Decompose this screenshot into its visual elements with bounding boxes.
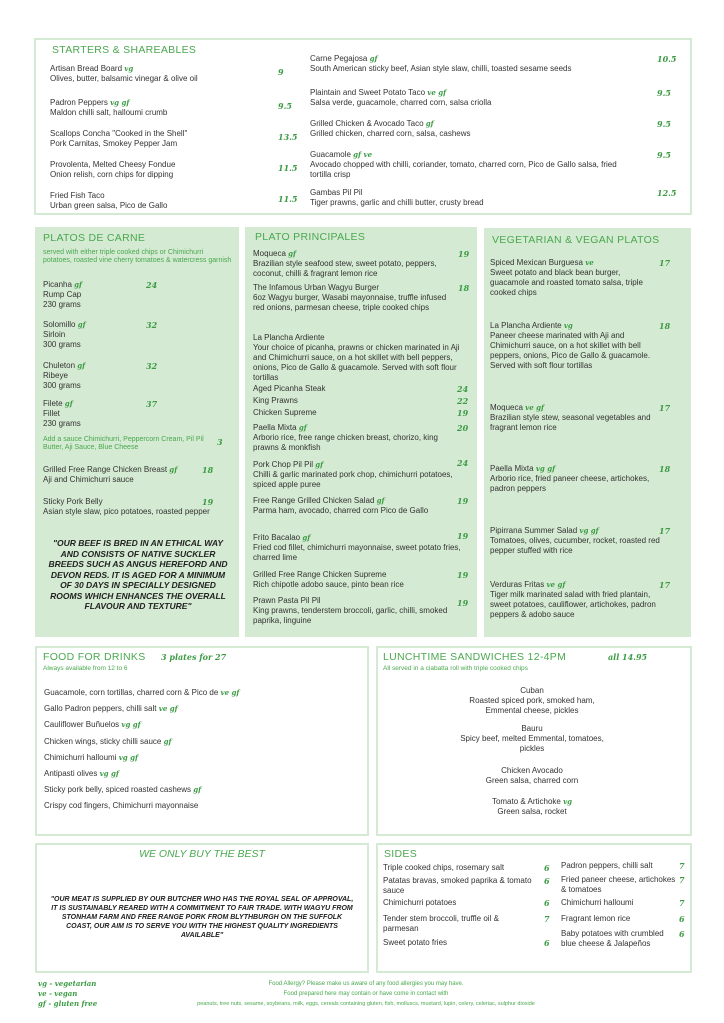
plancha-option: Aged Picanha Steak [253, 384, 326, 393]
item-price: 7 [679, 875, 685, 885]
carne-pork [43, 497, 218, 517]
item-desc: Arborio rice, fried paneer cheese, artichokes, padron peppers [490, 474, 650, 493]
best-title: WE ONLY BUY THE BEST [139, 848, 265, 860]
item-name: Moqueca [490, 403, 523, 412]
menu-item [253, 249, 458, 279]
menu-item [44, 688, 364, 698]
item-desc: Brazilian style seafood stew, sweet potato, peppers, coconut, chilli & fragrant lemon rice [253, 259, 437, 278]
steak-item [43, 399, 143, 429]
menu-item [253, 533, 463, 563]
menu-item [310, 88, 640, 108]
item-price: 12.5 [657, 188, 677, 198]
item-price: 11.5 [278, 194, 298, 204]
item-desc: King prawns, tenderstem broccoli, garlic, chilli, smoked paprika, linguine [253, 606, 448, 625]
item-tags: vg [563, 797, 573, 806]
key-vg: vg - vegetarian [38, 979, 97, 988]
side-item: Sweet potato fries [383, 938, 448, 947]
menu-item [253, 333, 466, 383]
item-line1: Sirloin [43, 330, 66, 339]
item-tags: vg [563, 321, 573, 330]
menu-item [253, 570, 453, 590]
item-tags: gf [376, 496, 385, 505]
item-name: Moqueca [253, 249, 286, 258]
item-price: 37 [146, 399, 158, 409]
item-name: Filete [43, 399, 63, 408]
item-name: Spiced Mexican Burguesa [490, 258, 583, 267]
item-tags: vg gf [535, 464, 556, 473]
item-price: 18 [659, 464, 671, 474]
item-price: 11.5 [278, 163, 298, 173]
item-price: 6 [544, 863, 550, 873]
item-line2: 300 grams [43, 340, 81, 349]
item-name: Grilled Free Range Chicken Supreme [253, 570, 387, 579]
menu-item [490, 321, 660, 371]
side-item: Fried paneer cheese, artichokes & tomatoes [561, 875, 676, 894]
item-price: 18 [659, 321, 671, 331]
menu-item [44, 801, 364, 811]
item-name: Sticky Pork Belly [43, 497, 103, 506]
item-price: 7 [679, 898, 685, 908]
item-price: 20 [457, 423, 469, 433]
item-desc: Tomatoes, olives, cucumber, rocket, roasted red pepper stuffed with rice [490, 536, 660, 555]
veg-title: VEGETARIAN & VEGAN PLATOS [492, 234, 660, 246]
item-tags: gf [163, 736, 172, 746]
side-item: Triple cooked chips, rosemary salt [383, 863, 505, 872]
item-desc: Avocado chopped with chilli, coriander, tomato, charred corn, Pico de Gallo salsa, fried tortilla crisp [310, 160, 617, 179]
item-desc: Aji and Chimichurri sauce [43, 475, 134, 484]
menu-item [50, 129, 270, 149]
item-name: Pork Chop Pil Pil [253, 460, 314, 469]
item-name: Carne Pegajosa [310, 54, 368, 63]
item-desc: Brazilian style stew, seasonal vegetables and fragrant lemon rice [490, 413, 651, 432]
side-item: Patatas bravas, smoked paprika & tomato sauce [383, 876, 532, 895]
menu-item [490, 403, 660, 433]
principales-title: PLATO PRINCIPALES [255, 231, 366, 243]
item-tags: gf [315, 460, 324, 469]
item-name: La Plancha Ardiente [253, 333, 325, 342]
side-item: Chimichurri potatoes [383, 898, 457, 907]
item-name: La Plancha Ardiente [490, 321, 562, 330]
allergy-line-3: peanuts, tree nuts, sesame, soybeans, milk, eggs, cereals containing gluten, fish, molluscs, mustard, lupin, celery, celeriac, sulphur dioxide [197, 1001, 535, 1007]
menu-item [50, 191, 270, 211]
menu-item [310, 188, 640, 208]
item-name: Plaintain and Sweet Potato Taco [310, 88, 426, 97]
item-tags: vg gf [118, 752, 139, 762]
item-desc: Rich chipotle adobo sauce, pinto bean rice [253, 580, 404, 589]
item-price: 6 [679, 914, 685, 924]
steak-item [43, 361, 143, 391]
item-name: Grilled Free Range Chicken Breast [43, 465, 168, 474]
item-tags: gf [74, 280, 83, 289]
item-price: 7 [679, 861, 685, 871]
menu-item [253, 423, 453, 453]
drinks-note: Always available from 12 to 6 [43, 665, 128, 672]
item-tags: gf [302, 533, 311, 542]
item-desc: Roasted spiced pork, smoked ham, Emmental cheese, pickles [469, 696, 595, 715]
menu-item [452, 724, 612, 754]
item-desc: Asian style slaw, pico potatoes, roasted pepper [43, 507, 210, 516]
item-desc: Sweet potato and black bean burger, guacamole and roasted tomato salsa, triple cooked chips [490, 268, 643, 297]
menu-item [310, 119, 640, 139]
allergy-line-2: Food prepared here may contain or have come in contact with [283, 991, 449, 997]
sandwiches-note: All served in a ciabatta roll with triple cooked chips [383, 665, 528, 672]
side-item: Baby potatoes with crumbled blue cheese & Jalapeños [561, 929, 664, 948]
menu-item [253, 596, 453, 626]
item-price: 32 [146, 320, 158, 330]
item-desc: Green salsa, charred corn [485, 776, 579, 785]
menu-item [44, 769, 364, 779]
item-tags: gf [288, 249, 297, 258]
key-gf: gf - gluten free [38, 999, 98, 1008]
menu-item [44, 785, 364, 795]
item-price: 18 [458, 283, 470, 293]
item-price: 10.5 [657, 54, 677, 64]
menu-item [490, 258, 660, 298]
item-name: Paella Mixta [253, 423, 297, 432]
item-price: 22 [457, 396, 469, 406]
item-tags: vg gf [121, 720, 141, 730]
item-name: Picanha [43, 280, 72, 289]
carne-note: served with either triple cooked chips or Chimichurri potatoes, roasted vine cherry tomatoes & watercress garnish [43, 249, 232, 264]
item-tags: vg gf [579, 526, 599, 535]
item-desc: Salsa verde, guacamole, charred corn, salsa criolla [310, 98, 492, 107]
item-name: Grilled Chicken & Avocado Taco [310, 119, 424, 128]
menu-item [452, 797, 612, 817]
item-name: Chuleton [43, 361, 76, 370]
item-desc: Chilli & garlic marinated pork chop, chimichurri potatoes, spiced apple puree [253, 470, 453, 489]
side-item: Padron peppers, chilli salt [561, 861, 653, 870]
carne-pork-price: 19 [202, 497, 214, 507]
item-price: 9.5 [278, 101, 292, 111]
item-name: Cauliflower Buñuelos [44, 720, 120, 730]
item-tags: gf [77, 320, 86, 329]
item-name: Fried Fish Taco [50, 191, 105, 200]
item-desc: Your choice of picanha, prawns or chicken marinated in Aji and Chimichurri sauce, on a hot skillet with bell peppers, onions, Pico de Gallo & guacamole. Served with soft flour tortillas [253, 343, 460, 382]
item-price: 32 [146, 361, 158, 371]
menu-item [44, 737, 364, 747]
steak-item [43, 320, 143, 350]
item-price: 19 [457, 598, 469, 608]
item-name: Prawn Pasta Pil Pil [253, 596, 321, 605]
item-price: 17 [659, 403, 671, 413]
menu-item [50, 98, 270, 118]
item-name: Pipirrana Summer Salad [490, 526, 578, 535]
item-name: Solomillo [43, 320, 76, 329]
item-price: 17 [659, 580, 671, 590]
item-price: 24 [457, 384, 469, 394]
diet-key [38, 979, 97, 1009]
item-tags: vg gf [99, 769, 119, 778]
carne-title: PLATOS DE CARNE [43, 232, 146, 244]
item-price: 19 [458, 249, 470, 259]
menu-item [253, 496, 453, 516]
item-desc: Spicy beef, melted Emmental, tomatoes, pickles [460, 734, 604, 753]
item-desc: 6oz Wagyu burger, Wasabi mayonnaise, truffle infused red onions, parmesan cheese, triple cooked chips [253, 293, 447, 312]
allergy-line-1: Food Allergy? Please make us aware of any food allergies you may have. [268, 981, 464, 987]
item-desc: Paneer cheese marinated with Aji and Chimichurri sauce, on a hot skillet with bell peppers, onions, Pico de Gallo & guacamole. Served with soft flour tortillas [490, 331, 651, 370]
item-price: 6 [544, 898, 550, 908]
item-desc: Grilled chicken, charred corn, salsa, cashews [310, 129, 471, 138]
item-name: Chimichurri halloumi [44, 752, 117, 762]
item-desc: Tiger milk marinated salad with fried plantain, sweet potatoes, cauliflower, artichokes, padron peppers & adobo sauce [490, 590, 656, 619]
item-price: 13.5 [278, 132, 298, 142]
item-price: 9.5 [657, 88, 671, 98]
menu-item [310, 150, 640, 180]
item-name: Crispy cod fingers, Chimichurri mayonnaise [44, 801, 199, 811]
beef-quote: "OUR BEEF IS BRED IN AN ETHICAL WAY AND CONSISTS OF NATIVE SUCKLER BREEDS SUCH AS ANGUS HEREFORD AND DEVON REDS. IT IS AGED FOR A MINIMUM OF 30 DAYS IN SPECIALLY DESIGNED ROOMS WHICH ENHANCES THE OVERALL FLAVOUR AND TEXTURE" [48, 538, 228, 611]
item-name: Chicken wings, sticky chilli sauce [44, 736, 162, 746]
item-tags: gf [425, 119, 434, 128]
item-desc: Pork Carnitas, Smokey Pepper Jam [50, 139, 178, 148]
menu-item [490, 526, 660, 556]
drinks-title: FOOD FOR DRINKS [43, 651, 146, 663]
item-tags: gf [369, 54, 378, 63]
item-desc: Olives, butter, balsamic vinegar & olive oil [50, 74, 198, 83]
item-line2: 230 grams [43, 300, 81, 309]
menu-item [310, 54, 640, 74]
item-name: Gambas Pil Pil [310, 188, 363, 197]
sauce-note: Add a sauce Chimichurri, Peppercorn Cream, Pil Pil Butter, Aji Sauce, Blue Cheese [43, 436, 204, 451]
item-tags: vg gf [110, 98, 130, 107]
item-price: 7 [544, 914, 550, 924]
item-price: 9 [278, 67, 284, 77]
item-name: Artisan Bread Board [50, 64, 123, 73]
item-desc: Onion relish, corn chips for dipping [50, 170, 174, 179]
item-name: Guacamole [310, 150, 351, 159]
item-tags: ve gf [220, 688, 240, 697]
sandwiches-title: LUNCHTIME SANDWICHES 12-4PM [383, 651, 567, 663]
item-name: Frito Bacalao [253, 533, 301, 542]
menu-item [253, 458, 469, 490]
carne-chicken [43, 465, 218, 485]
item-tags: gf [64, 399, 73, 408]
menu-item [50, 160, 270, 180]
item-name: Scallops Concha "Cooked in the Shell" [50, 129, 188, 138]
item-name: Tomato & Artichoke [491, 797, 561, 806]
side-item: Fragrant lemon rice [561, 914, 631, 923]
item-price: 24 [146, 280, 158, 290]
item-tags: ve gf [525, 403, 545, 412]
item-tags: ve [585, 258, 594, 267]
item-name: Chicken Avocado [501, 766, 563, 775]
menu-item [490, 580, 660, 620]
item-price: 19 [457, 408, 469, 418]
item-name: Verduras Fritas [490, 580, 545, 589]
item-tags: gf ve [353, 150, 373, 159]
menu-item [253, 283, 458, 313]
sandwiches-offer: all 14.95 [608, 652, 648, 662]
item-tags: ve gf [546, 580, 566, 589]
plancha-option: King Prawns [253, 396, 298, 405]
item-desc: Urban green salsa, Pico de Gallo [50, 201, 168, 210]
key-ve: ve - vegan [38, 989, 78, 998]
sides-title: SIDES [384, 848, 418, 860]
item-price: 19 [457, 531, 469, 541]
side-item: Tender stem broccoli, truffle oil & parmesan [383, 914, 499, 933]
item-price: 9.5 [657, 119, 671, 129]
item-price: 6 [544, 876, 550, 886]
item-name: Guacamole, corn tortillas, charred corn & Pico de [44, 688, 219, 697]
item-name: Free Range Grilled Chicken Salad [253, 496, 375, 505]
best-quote: "OUR MEAT IS SUPPLIED BY OUR BUTCHER WHO HAS THE ROYAL SEAL OF APPROVAL, IT IS SUSTAINABLY REARED WITH A COMMITMENT TO FAIR TRADE. WITH WAGYU FROM STONHAM FARM AND FREE RANGE PORK FROM BLYTHBURGH ON THE SUFFOLK COAST, OUR AIM IS TO SERVE YOU WITH THE HIGHEST QUALITY INGREDIENTS AVAILABLE" [50, 896, 354, 939]
item-desc: Fried cod fillet, chimichurri mayonnaise, sweet potato fries, charred lime [253, 543, 461, 562]
item-desc: Maldon chilli salt, halloumi crumb [50, 108, 168, 117]
item-line2: 300 grams [43, 381, 81, 390]
item-desc: South American sticky beef, Asian style slaw, chilli, toasted sesame seeds [310, 64, 572, 73]
starters-title: STARTERS & SHAREABLES [52, 44, 197, 56]
item-price: 19 [457, 570, 469, 580]
item-line1: Rump Cap [43, 290, 82, 299]
side-item: Chimichurri halloumi [561, 898, 634, 907]
item-name: Gallo Padron peppers, chilli salt [44, 704, 157, 714]
item-name: Padron Peppers [50, 98, 108, 107]
item-line2: 230 grams [43, 419, 81, 428]
item-line1: Fillet [43, 409, 60, 418]
item-price: 6 [544, 938, 550, 948]
menu-item [50, 64, 270, 84]
menu-item [44, 720, 364, 730]
item-name: Paella Mixta [490, 464, 534, 473]
item-desc: Tiger prawns, garlic and chilli butter, crusty bread [310, 198, 484, 207]
item-tags: ve gf [427, 88, 447, 97]
item-name: The Infamous Urban Wagyu Burger [253, 283, 379, 292]
item-name: Provolenta, Melted Cheesy Fondue [50, 160, 176, 169]
menu-item [452, 686, 612, 716]
item-desc: Green salsa, rocket [497, 807, 567, 816]
item-tags: gf [169, 465, 178, 474]
best-section [35, 843, 369, 973]
drinks-offer: 3 plates for 27 [161, 652, 227, 662]
item-name: Cuban [520, 686, 544, 695]
item-name: Bauru [521, 724, 543, 733]
item-tags: gf [298, 423, 307, 432]
menu-item [44, 753, 364, 763]
item-price: 17 [659, 258, 671, 268]
steak-item [43, 280, 143, 310]
item-tags: gf [77, 361, 86, 370]
item-tags: vg [124, 64, 134, 73]
item-price: 9.5 [657, 150, 671, 160]
item-line1: Ribeye [43, 371, 68, 380]
item-tags: ve gf [158, 704, 178, 714]
item-name: Antipasti olives [44, 769, 98, 778]
carne-chicken-price: 18 [202, 465, 214, 475]
item-price: 19 [457, 496, 469, 506]
item-price: 17 [659, 526, 671, 536]
item-desc: Parma ham, avocado, charred corn Pico de Gallo [253, 506, 429, 515]
plancha-option: Chicken Supreme [253, 408, 317, 417]
menu-item [490, 464, 660, 494]
item-tags: gf [193, 785, 202, 795]
item-price: 24 [457, 458, 469, 468]
sauce-price: 3 [217, 437, 223, 447]
menu-item [452, 766, 612, 786]
item-desc: Arborio rice, free range chicken breast, chorizo, king prawns & monkfish [253, 433, 438, 452]
item-name: Sticky pork belly, spiced roasted cashews [44, 785, 192, 795]
item-price: 6 [679, 929, 685, 939]
menu-item [44, 704, 364, 714]
